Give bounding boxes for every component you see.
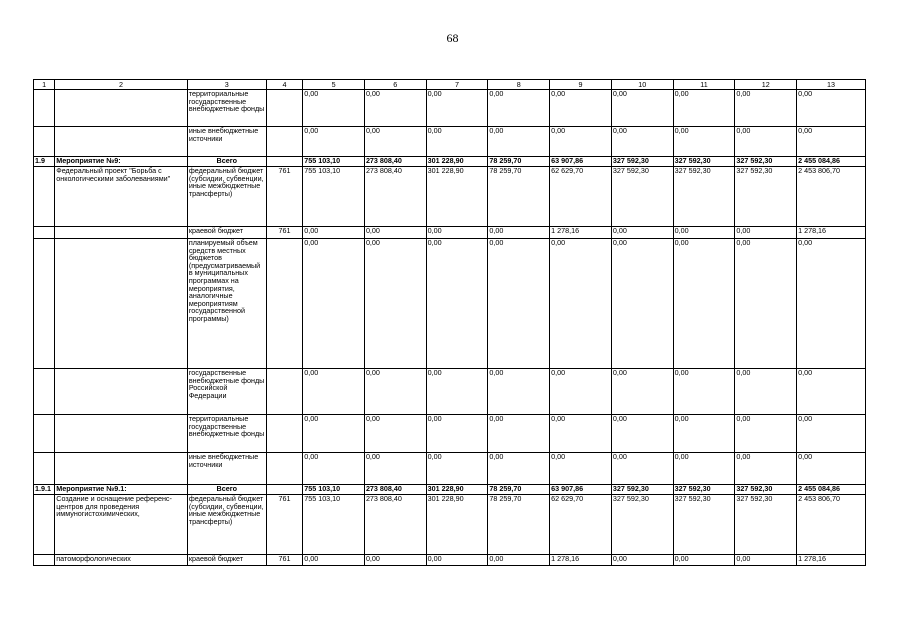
- table-cell: [266, 453, 302, 485]
- table-cell: 0,00: [673, 90, 735, 127]
- table-cell: территориальные государственные внебюджетные фонды: [187, 415, 266, 453]
- table-cell: [34, 127, 55, 157]
- table-cell: 0,00: [673, 415, 735, 453]
- table-cell: 0,00: [797, 239, 866, 369]
- table-cell: 327 592,30: [673, 485, 735, 495]
- table-cell: 0,00: [303, 415, 365, 453]
- table-cell: 0,00: [611, 555, 673, 566]
- table-cell: 0,00: [303, 453, 365, 485]
- table-body: [34, 80, 866, 566]
- table-cell: [34, 167, 55, 227]
- table-cell: 327 592,30: [673, 495, 735, 555]
- table-cell: 755 103,10: [303, 157, 365, 167]
- table-cell: 327 592,30: [611, 485, 673, 495]
- table-cell: [34, 369, 55, 415]
- table-cell: патоморфологических: [55, 555, 188, 566]
- table-cell: 0,00: [303, 239, 365, 369]
- table-cell: 1 278,16: [550, 555, 612, 566]
- table-cell: 0,00: [611, 453, 673, 485]
- table-cell: 0,00: [797, 127, 866, 157]
- table-cell: 273 808,40: [364, 495, 426, 555]
- table-cell: 0,00: [735, 415, 797, 453]
- table-cell: 755 103,10: [303, 167, 365, 227]
- table-cell: [55, 239, 188, 369]
- table-cell: [34, 495, 55, 555]
- table-cell: 0,00: [611, 415, 673, 453]
- table-cell: 301 228,90: [426, 495, 488, 555]
- column-header: 11: [673, 80, 735, 90]
- column-header: 2: [55, 80, 188, 90]
- table-cell: 0,00: [488, 227, 550, 239]
- table-cell: 0,00: [364, 453, 426, 485]
- table-row: [34, 90, 866, 127]
- table-cell: 2 455 084,86: [797, 157, 866, 167]
- column-header: 3: [187, 80, 266, 90]
- table-cell: иные внебюджетные источники: [187, 453, 266, 485]
- table-cell: [55, 369, 188, 415]
- table-cell: 0,00: [550, 415, 612, 453]
- table-cell: 0,00: [488, 453, 550, 485]
- table-row: [34, 157, 866, 167]
- table-cell: 327 592,30: [611, 167, 673, 227]
- table-cell: 0,00: [488, 239, 550, 369]
- table-cell: 755 103,10: [303, 495, 365, 555]
- table-cell: 0,00: [426, 415, 488, 453]
- table-cell: 0,00: [364, 239, 426, 369]
- table-cell: 0,00: [303, 127, 365, 157]
- table-cell: 78 259,70: [488, 157, 550, 167]
- table-cell: федеральный бюджет (субсидии, субвенции, иные межбюджетные трансферты): [187, 167, 266, 227]
- table-cell: [266, 90, 302, 127]
- table-cell: 273 808,40: [364, 157, 426, 167]
- table-row: [34, 453, 866, 485]
- table-cell: 0,00: [797, 369, 866, 415]
- table-cell: 0,00: [303, 90, 365, 127]
- table-cell: 761: [266, 495, 302, 555]
- column-header: 9: [550, 80, 612, 90]
- table-cell: краевой бюджет: [187, 227, 266, 239]
- table-cell: [34, 239, 55, 369]
- table-cell: 0,00: [303, 555, 365, 566]
- table-cell: 327 592,30: [735, 485, 797, 495]
- table-cell: [266, 127, 302, 157]
- table-cell: 78 259,70: [488, 485, 550, 495]
- table-cell: [55, 415, 188, 453]
- column-header: 4: [266, 80, 302, 90]
- table-cell: 0,00: [735, 239, 797, 369]
- table-cell: [55, 453, 188, 485]
- table-cell: 0,00: [735, 227, 797, 239]
- table-cell: 327 592,30: [735, 157, 797, 167]
- column-header: 10: [611, 80, 673, 90]
- table-cell: 0,00: [735, 555, 797, 566]
- table-cell: 0,00: [303, 227, 365, 239]
- table-cell: [266, 157, 302, 167]
- table-cell: 0,00: [364, 127, 426, 157]
- table-cell: территориальные государственные внебюджетные фонды: [187, 90, 266, 127]
- table-cell: 0,00: [488, 127, 550, 157]
- table-cell: 0,00: [550, 239, 612, 369]
- table-cell: 0,00: [426, 369, 488, 415]
- table-cell: 0,00: [364, 227, 426, 239]
- table-cell: Мероприятие №9.1:: [55, 485, 188, 495]
- table-cell: [34, 555, 55, 566]
- table-cell: Федеральный проект "Борьба с онкологическими заболеваниями": [55, 167, 188, 227]
- table-cell: 0,00: [673, 369, 735, 415]
- table-cell: 2 453 806,70: [797, 495, 866, 555]
- table-cell: Мероприятие №9:: [55, 157, 188, 167]
- table-cell: 327 592,30: [673, 157, 735, 167]
- table-cell: 1 278,16: [797, 555, 866, 566]
- table-cell: 0,00: [735, 369, 797, 415]
- table-cell: 0,00: [364, 90, 426, 127]
- page-number: 68: [446, 31, 459, 45]
- table-cell: 0,00: [488, 415, 550, 453]
- table-cell: [34, 90, 55, 127]
- table-cell: 0,00: [735, 90, 797, 127]
- table-cell: 761: [266, 555, 302, 566]
- table-cell: 0,00: [611, 239, 673, 369]
- table-cell: 63 907,86: [550, 485, 612, 495]
- column-header: 6: [364, 80, 426, 90]
- table-cell: 0,00: [550, 127, 612, 157]
- table-cell: 0,00: [797, 415, 866, 453]
- table-cell: [266, 369, 302, 415]
- table-cell: 0,00: [673, 555, 735, 566]
- table-cell: 327 592,30: [735, 167, 797, 227]
- table-cell: [34, 415, 55, 453]
- table-cell: 0,00: [364, 369, 426, 415]
- table-cell: 761: [266, 227, 302, 239]
- column-header: 8: [488, 80, 550, 90]
- column-header: 1: [34, 80, 55, 90]
- table-cell: 0,00: [426, 90, 488, 127]
- column-header: 12: [735, 80, 797, 90]
- table-cell: 0,00: [611, 90, 673, 127]
- table-cell: 1 278,16: [797, 227, 866, 239]
- table-row: [34, 495, 866, 555]
- table-cell: [34, 227, 55, 239]
- table-cell: [266, 485, 302, 495]
- table-row: [34, 485, 866, 495]
- table-cell: 78 259,70: [488, 495, 550, 555]
- table-row: [34, 415, 866, 453]
- table-row: [34, 227, 866, 239]
- table-cell: 0,00: [797, 90, 866, 127]
- table-cell: 0,00: [364, 415, 426, 453]
- table-cell: 63 907,86: [550, 157, 612, 167]
- table-cell: 1.9: [34, 157, 55, 167]
- column-header: 7: [426, 80, 488, 90]
- table-cell: 0,00: [673, 227, 735, 239]
- table-cell: 0,00: [550, 453, 612, 485]
- table-cell: 0,00: [426, 227, 488, 239]
- table-cell: 1 278,16: [550, 227, 612, 239]
- table-cell: 273 808,40: [364, 485, 426, 495]
- table-cell: 0,00: [611, 369, 673, 415]
- table-cell: государственные внебюджетные фонды Российской Федерации: [187, 369, 266, 415]
- table-cell: планируемый объем средств местных бюджетов (предусматриваемый в муниципальных программах на мероприятия, аналогичные мероприятиям государственной программы): [187, 239, 266, 369]
- table-cell: 0,00: [426, 239, 488, 369]
- table-row: [34, 369, 866, 415]
- table-cell: 0,00: [364, 555, 426, 566]
- table-cell: 2 455 084,86: [797, 485, 866, 495]
- table-cell: краевой бюджет: [187, 555, 266, 566]
- table-cell: 327 592,30: [673, 167, 735, 227]
- table-cell: 0,00: [488, 555, 550, 566]
- table-row: [34, 167, 866, 227]
- table-cell: [55, 90, 188, 127]
- table-cell: 0,00: [488, 369, 550, 415]
- table-cell: [266, 415, 302, 453]
- table-cell: 0,00: [797, 453, 866, 485]
- table-cell: Всего: [187, 485, 266, 495]
- table-cell: 755 103,10: [303, 485, 365, 495]
- table-cell: 0,00: [550, 90, 612, 127]
- column-header: 5: [303, 80, 365, 90]
- table-cell: 0,00: [673, 127, 735, 157]
- table-cell: 273 808,40: [364, 167, 426, 227]
- budget-table: [33, 79, 866, 566]
- table-cell: 78 259,70: [488, 167, 550, 227]
- table-cell: 327 592,30: [735, 495, 797, 555]
- table-cell: 301 228,90: [426, 157, 488, 167]
- table-cell: 0,00: [488, 90, 550, 127]
- table-cell: 301 228,90: [426, 485, 488, 495]
- table-cell: 0,00: [611, 127, 673, 157]
- table-cell: 327 592,30: [611, 157, 673, 167]
- table-cell: 0,00: [550, 369, 612, 415]
- table-cell: 0,00: [303, 369, 365, 415]
- table-cell: 0,00: [426, 127, 488, 157]
- table-cell: федеральный бюджет (субсидии, субвенции, иные межбюджетные трансферты): [187, 495, 266, 555]
- table-cell: 0,00: [426, 555, 488, 566]
- table-row: [34, 555, 866, 566]
- table-cell: 0,00: [673, 239, 735, 369]
- table-cell: Всего: [187, 157, 266, 167]
- table-cell: 0,00: [735, 453, 797, 485]
- table-cell: 0,00: [611, 227, 673, 239]
- table-cell: 2 453 806,70: [797, 167, 866, 227]
- table-row: [34, 239, 866, 369]
- table-cell: [34, 453, 55, 485]
- table-row: [34, 127, 866, 157]
- table-header-row: [34, 80, 866, 90]
- table-cell: 0,00: [735, 127, 797, 157]
- table-cell: 761: [266, 167, 302, 227]
- table-cell: 62 629,70: [550, 495, 612, 555]
- table-cell: [55, 127, 188, 157]
- table-cell: 0,00: [673, 453, 735, 485]
- table-cell: 62 629,70: [550, 167, 612, 227]
- table-cell: Создание и оснащение референс-центров для проведения иммуногистохимических,: [55, 495, 188, 555]
- table-cell: [55, 227, 188, 239]
- table-cell: 1.9.1: [34, 485, 55, 495]
- table-cell: 327 592,30: [611, 495, 673, 555]
- table-cell: 0,00: [426, 453, 488, 485]
- column-header: 13: [797, 80, 866, 90]
- table-cell: [266, 239, 302, 369]
- table-cell: 301 228,90: [426, 167, 488, 227]
- table-cell: иные внебюджетные источники: [187, 127, 266, 157]
